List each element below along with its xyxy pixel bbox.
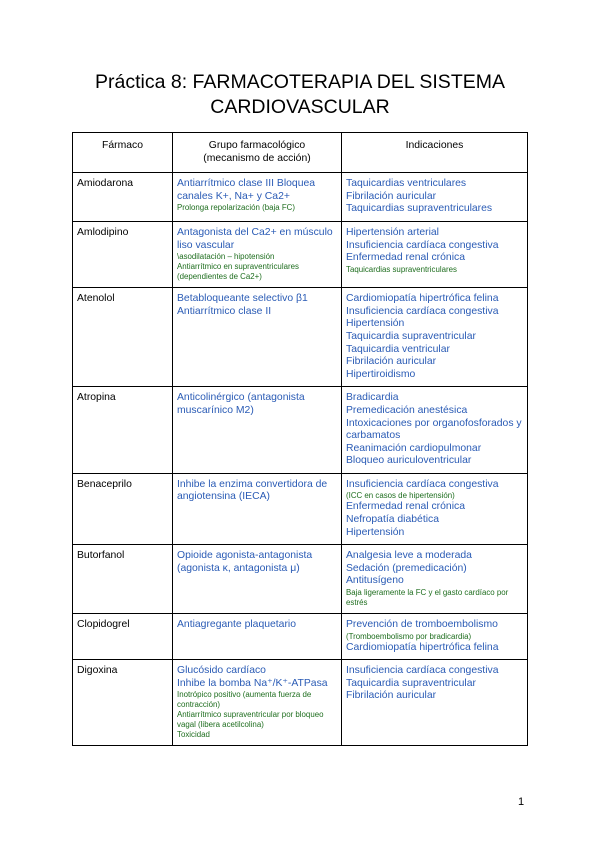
indication-line: Enfermedad renal crónica bbox=[346, 501, 465, 513]
drug-indications-cell bbox=[342, 221, 528, 287]
group-line: Antiarrítmico supraventricular por bloqueo vagal (libera acetilcolina) bbox=[177, 710, 324, 730]
indication-line: Insuficiencia cardíaca congestiva bbox=[346, 478, 499, 490]
table-row bbox=[73, 387, 528, 474]
header-group bbox=[173, 133, 342, 173]
indication-line: Taquicardia ventricular bbox=[346, 343, 450, 355]
header-indications: Indicaciones bbox=[342, 133, 528, 173]
indication-line: Taquicardia supraventricular bbox=[346, 677, 476, 689]
drug-name-cell: Digoxina bbox=[73, 660, 173, 746]
group-line: Antiarrítmico clase III Bloquea canales K+, Na+ y Ca2+ bbox=[177, 178, 316, 202]
group-line: Inhibe la bomba Na⁺/K⁺-ATPasa bbox=[177, 677, 328, 689]
group-line: Antiagregante plaquetario bbox=[177, 619, 297, 631]
title-line-1: Práctica 8: FARMACOTERAPIA DEL SISTEMA bbox=[95, 71, 505, 93]
indication-line: Insuficiencia cardíaca congestiva bbox=[346, 665, 499, 677]
group-line: \asodilatación – hipotensión bbox=[177, 252, 275, 262]
drug-name-cell: Clopidogrel bbox=[73, 614, 173, 660]
indication-line: Taquicardias supraventriculares bbox=[346, 264, 457, 274]
drug-name-cell: Butorfanol bbox=[73, 545, 173, 614]
drug-group-cell bbox=[173, 387, 342, 474]
group-line: Antiarrítmico en supraventriculares (dependientes de Ca2+) bbox=[177, 262, 299, 282]
drug-indications-cell bbox=[342, 473, 528, 544]
group-line: Opioide agonista-antagonista (agonista κ, antagonista μ) bbox=[177, 550, 313, 574]
indication-line: Fibrilación auricular bbox=[346, 190, 437, 202]
drug-indications-cell bbox=[342, 288, 528, 387]
indication-line: Hipertensión arterial bbox=[346, 226, 439, 238]
group-line: Toxicidad bbox=[177, 730, 210, 740]
indication-line: Baja ligeramente la FC y el gasto cardíaco por estrés bbox=[346, 588, 509, 608]
indication-line: Analgesia leve a moderada bbox=[346, 550, 472, 562]
table-row bbox=[73, 288, 528, 387]
indication-line: Reanimación cardiopulmonar bbox=[346, 442, 482, 454]
table-row bbox=[73, 473, 528, 544]
indication-line: Antitusígeno bbox=[346, 575, 404, 587]
group-line: Inotrópico positivo (aumenta fuerza de contracción) bbox=[177, 690, 312, 710]
page-number: 1 bbox=[518, 796, 525, 808]
drug-name-cell: Benacepri‌lo bbox=[73, 473, 173, 544]
drug-indications-cell bbox=[342, 173, 528, 222]
group-line: Antiarrítmico clase II bbox=[177, 305, 272, 317]
indication-line: Intoxicaciones por organofosforados y carbamatos bbox=[346, 417, 522, 442]
table-row bbox=[73, 173, 528, 222]
drug-name-cell: Amlodipino bbox=[73, 221, 173, 287]
drug-group-cell bbox=[173, 614, 342, 660]
group-line: Anticolinérgico (antagonista muscarínico M2) bbox=[177, 392, 305, 416]
drug-name-cell: Amiodarona bbox=[73, 173, 173, 222]
indication-line: Hipertensión bbox=[346, 318, 405, 330]
drug-indications-cell bbox=[342, 660, 528, 746]
group-line: Inhibe la enzima convertidora de angiotensina (IECA) bbox=[177, 478, 328, 503]
drug-indications-cell bbox=[342, 545, 528, 614]
table-row bbox=[73, 221, 528, 287]
drug-name-cell: Atropina bbox=[73, 387, 173, 474]
drug-group-cell bbox=[173, 173, 342, 222]
indication-line: Taquicardias ventriculares bbox=[346, 178, 467, 190]
indication-line: Fibrilación auricular bbox=[346, 690, 437, 702]
table-row bbox=[73, 660, 528, 746]
drug-group-cell bbox=[173, 473, 342, 544]
drug-group-cell bbox=[173, 545, 342, 614]
drug-name-cell: Atenolol bbox=[73, 288, 173, 387]
table-header-row bbox=[73, 133, 528, 173]
drug-indications-cell bbox=[342, 614, 528, 660]
drug-group-cell bbox=[173, 288, 342, 387]
indication-line: Taquicardias supraventriculares bbox=[346, 203, 493, 215]
indication-line: Hipertiroidismo bbox=[346, 368, 416, 380]
header-group-line-1: Grupo farmacológico bbox=[208, 140, 306, 151]
table-row bbox=[73, 614, 528, 660]
indication-line: Prevención de tromboembolismo bbox=[346, 619, 498, 631]
indication-line: Bloqueo auriculoventricular bbox=[346, 455, 472, 467]
group-line: Prolonga repolarización (baja FC) bbox=[177, 203, 295, 213]
header-drug: Fármaco bbox=[73, 133, 173, 173]
drug-group-cell bbox=[173, 221, 342, 287]
indication-line: Cardiomiopatía hipertrófica felina bbox=[346, 641, 499, 653]
header-group-line-2: (mecanismo de acción) bbox=[203, 152, 311, 164]
drug-table bbox=[72, 132, 528, 746]
indication-line: Enfermedad renal crónica bbox=[346, 252, 465, 264]
group-line: Glucósido cardíaco bbox=[177, 665, 266, 677]
indication-line: Taquicardia supraventricular bbox=[346, 330, 476, 342]
drug-group-cell bbox=[173, 660, 342, 746]
indication-line: Cardiomiopatía hipertrófica felina bbox=[346, 293, 499, 305]
table-row bbox=[73, 545, 528, 614]
group-line: Betabloqueante selectivo β1 bbox=[177, 293, 308, 305]
page-title bbox=[0, 70, 600, 120]
table-body bbox=[73, 173, 528, 746]
indication-line: Nefropatía diabética bbox=[346, 514, 439, 526]
title-line-2: CARDIOVASCULAR bbox=[210, 96, 390, 118]
drug-indications-cell bbox=[342, 387, 528, 474]
indication-line: Hipertensión bbox=[346, 526, 405, 538]
indication-line: (Tromboembolismo por bradicardia) bbox=[346, 631, 472, 641]
indication-line: Fibrilación auricular bbox=[346, 356, 437, 368]
indication-line: Insuficiencia cardíaca congestiva bbox=[346, 305, 499, 317]
indication-line: (ICC en casos de hipertensión) bbox=[346, 491, 455, 501]
indication-line: Bradicardia bbox=[346, 392, 399, 404]
indication-line: Sedación (premedicación) bbox=[346, 562, 467, 574]
indication-line: Insuficiencia cardíaca congestiva bbox=[346, 239, 499, 251]
group-line: Antagonista del Ca2+ en músculo liso vascular bbox=[177, 226, 333, 251]
indication-line: Premedicación anestésica bbox=[346, 404, 468, 416]
